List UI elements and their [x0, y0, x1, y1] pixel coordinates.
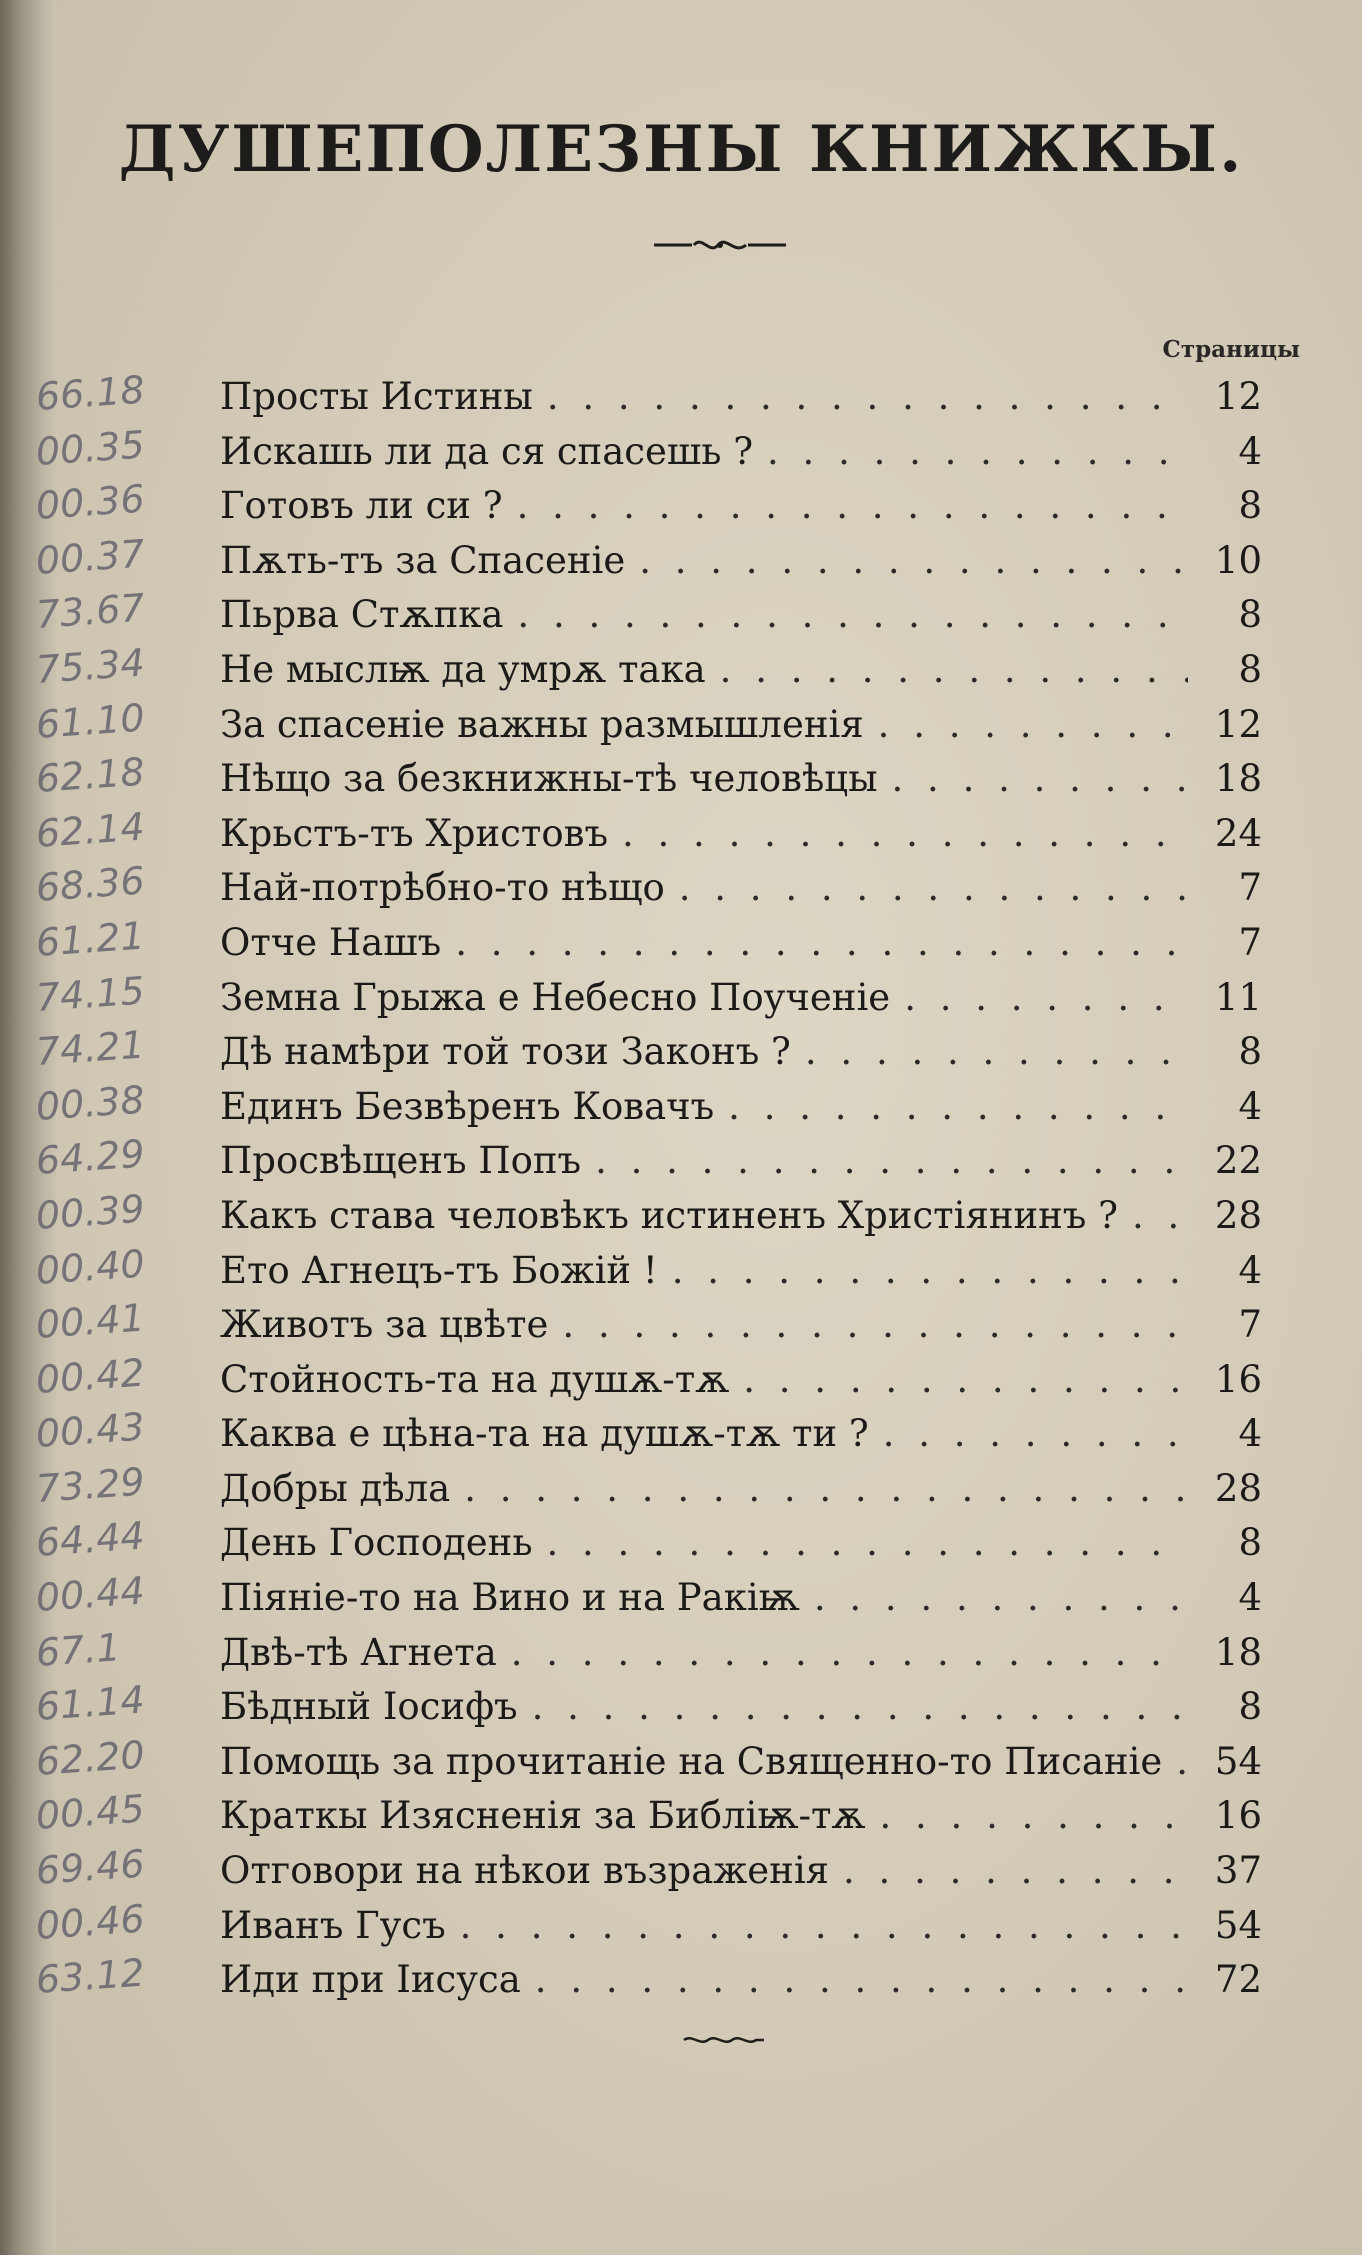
dot-leader: [883, 1407, 1188, 1462]
toc-entry-page-count: 10: [1214, 538, 1262, 582]
toc-entry: [220, 1462, 1262, 1517]
toc-entry-page-count: 72: [1214, 1958, 1262, 2002]
toc-entry: [220, 588, 1262, 643]
toc-entry-title: Ето Агнецъ-тъ Божій !: [220, 1248, 658, 1292]
dot-leader: [728, 1080, 1188, 1135]
toc-entry-title: Нѣщо за безкнижны-тѣ человѣцы: [220, 757, 878, 801]
handwritten-note: 64.44: [34, 1513, 147, 1566]
dot-leader: [460, 1899, 1188, 1954]
toc-entry-title: Отговори на нѣкои възраженія: [220, 1849, 830, 1893]
ornament-divider-bottom: [682, 2033, 766, 2047]
toc-entry-title: Просты Истины: [220, 375, 533, 418]
handwritten-note: 66.18: [34, 367, 147, 419]
pages-column-header: Страницы: [1162, 336, 1300, 363]
toc-entry-title: День Господень: [220, 1521, 533, 1565]
handwritten-note: 63.12: [34, 1950, 147, 2003]
toc-entry-title: Пѫть-тъ за Спасеніе: [220, 538, 626, 582]
toc-entry-page-count: 8: [1238, 647, 1262, 691]
toc-entry: [220, 1407, 1262, 1462]
toc-entry: [220, 1571, 1262, 1626]
handwritten-note: 00.40: [34, 1240, 147, 1293]
toc-entry-page-count: 8: [1238, 484, 1262, 528]
handwritten-note: 74.21: [34, 1022, 147, 1075]
toc-entry-title: Земна Грыжа е Небесно Поученіе: [220, 975, 891, 1019]
toc-entry: [220, 479, 1262, 534]
dot-leader: [517, 588, 1188, 643]
handwritten-note: 00.39: [34, 1186, 147, 1238]
dot-leader: [672, 1244, 1188, 1299]
toc-entry: [220, 1298, 1262, 1353]
toc-entry-title: Животъ за цвѣте: [220, 1303, 549, 1347]
handwritten-note: 00.45: [34, 1786, 147, 1839]
toc-entry-title: Двѣ-тѣ Агнета: [220, 1630, 497, 1674]
handwritten-note: 00.36: [34, 476, 147, 529]
toc-entry-page-count: 24: [1214, 811, 1262, 855]
dot-leader: [546, 1516, 1188, 1571]
dot-leader: [814, 1571, 1188, 1626]
dot-leader: [535, 1953, 1188, 2008]
toc-entry-page-count: 16: [1214, 1794, 1262, 1838]
toc-entry-title: Единъ Безвѣренъ Ковачъ: [220, 1084, 715, 1128]
toc-entry-title: Стойность-та на душѫ-тѫ: [220, 1357, 730, 1401]
dot-leader: [743, 1353, 1188, 1408]
handwritten-note: 62.14: [34, 804, 147, 856]
toc-entry-title: Крьстъ-тъ Христовъ: [220, 811, 608, 855]
toc-entry: [220, 1134, 1262, 1189]
toc-entry: [220, 1789, 1262, 1844]
toc-entry-page-count: 4: [1238, 1576, 1262, 1620]
toc-entry-page-count: 12: [1214, 702, 1262, 746]
handwritten-note: 62.18: [34, 749, 147, 802]
toc-entry-page-count: 4: [1238, 1084, 1262, 1128]
handwritten-note: 00.35: [34, 422, 147, 474]
toc-entry-title: Иди при Іисуса: [220, 1958, 521, 2002]
dot-leader: [1176, 1735, 1188, 1790]
toc-entry-page-count: 16: [1214, 1357, 1262, 1401]
toc-entry: [220, 1953, 1262, 2008]
toc-entry-page-count: 8: [1238, 1030, 1262, 1074]
toc-entry-page-count: 28: [1214, 1193, 1262, 1237]
handwritten-note: 61.21: [34, 913, 147, 965]
dot-leader: [843, 1844, 1188, 1899]
handwritten-note: 64.29: [34, 1131, 147, 1184]
toc-entry-page-count: 37: [1214, 1849, 1262, 1893]
handwritten-note: 00.44: [34, 1568, 147, 1621]
dot-leader: [1132, 1189, 1188, 1244]
handwritten-note: 00.41: [34, 1295, 147, 1348]
toc-entry-title: Пьрва Стѫпка: [220, 593, 504, 637]
toc-entry-page-count: 8: [1238, 593, 1262, 637]
toc-entry: [220, 698, 1262, 753]
toc-entry-page-count: 8: [1238, 1685, 1262, 1729]
dot-leader: [904, 971, 1188, 1026]
toc-entry-page-count: 54: [1214, 1903, 1262, 1947]
toc-entry-page-count: 7: [1238, 1303, 1262, 1347]
dot-leader: [532, 1680, 1188, 1735]
toc-entry: [220, 861, 1262, 916]
toc-entry-page-count: 7: [1238, 866, 1262, 910]
page-title: ДУШЕПОЛЕЗНЫ КНИЖКЫ.: [118, 112, 1244, 187]
handwritten-note: 68.36: [34, 858, 147, 911]
toc-entry-page-count: 18: [1214, 1630, 1262, 1674]
toc-entry: [220, 1080, 1262, 1135]
handwritten-note: 00.42: [34, 1350, 147, 1402]
toc-entry-title: Готовъ ли си ?: [220, 484, 503, 528]
toc-entry-page-count: 4: [1238, 1412, 1262, 1456]
toc-entry: [220, 916, 1262, 971]
toc-entry-title: Добры дѣла: [220, 1466, 451, 1510]
toc-entry: [220, 1516, 1262, 1571]
handwritten-note: 61.14: [34, 1677, 147, 1730]
toc-entry: [220, 971, 1262, 1026]
toc-entry-title: Искашь ли да ся спасешь ?: [220, 429, 754, 473]
toc-entry-title: Дѣ намѣри той този Законъ ?: [220, 1030, 791, 1074]
toc-entry-title: Какъ става человѣкъ истиненъ Христіянинъ ?: [220, 1193, 1118, 1237]
toc-entry: [220, 807, 1262, 862]
handwritten-note: 00.37: [34, 531, 147, 583]
dot-leader: [517, 479, 1188, 534]
toc-entry: [220, 370, 1262, 425]
toc-entry: [220, 1626, 1262, 1681]
toc-entry: [220, 1735, 1262, 1790]
toc-entry: [220, 534, 1262, 589]
dot-leader: [805, 1025, 1188, 1080]
dot-leader: [767, 425, 1188, 480]
ornament-divider-top: [652, 233, 788, 257]
dot-leader: [878, 698, 1188, 753]
toc-entry-page-count: 18: [1214, 757, 1262, 801]
handwritten-note: 73.29: [34, 1459, 147, 1511]
toc-entry: [220, 1844, 1262, 1899]
toc-entry-title: Каква е цѣна-та на душѫ-тѫ ти ?: [220, 1412, 869, 1456]
toc-entry: [220, 1680, 1262, 1735]
toc-entry-page-count: 8: [1238, 1521, 1262, 1565]
toc-entry: [220, 1244, 1262, 1299]
dot-leader: [880, 1789, 1189, 1844]
dot-leader: [892, 752, 1188, 807]
toc-entry-title: Помощь за прочитаніе на Священно-то Писаніе: [220, 1739, 1163, 1783]
toc-entry-title: Бѣдный Іосифъ: [220, 1685, 518, 1729]
toc-entry-title: Просвѣщенъ Попъ: [220, 1139, 582, 1183]
dot-leader: [547, 370, 1188, 425]
toc-entry-title: Краткы Изясненія за Библіѭ-тѫ: [220, 1794, 866, 1838]
handwritten-note: 00.46: [34, 1896, 147, 1948]
table-of-contents: [220, 370, 1262, 2008]
toc-entry-page-count: 28: [1214, 1466, 1262, 1510]
handwritten-note: 73.67: [34, 585, 147, 638]
handwritten-note: 61.10: [34, 695, 147, 747]
dot-leader: [639, 534, 1188, 589]
toc-entry: [220, 752, 1262, 807]
toc-entry-page-count: 54: [1214, 1739, 1262, 1783]
handwritten-margin-notes: [34, 367, 236, 2008]
toc-entry-title: Иванъ Гусъ: [220, 1903, 446, 1947]
dot-leader: [622, 807, 1188, 862]
handwritten-note: 69.46: [34, 1841, 147, 1893]
dot-leader: [679, 861, 1188, 916]
dot-leader: [562, 1298, 1188, 1353]
dot-leader: [595, 1134, 1188, 1189]
dot-leader: [511, 1626, 1188, 1681]
toc-entry: [220, 643, 1262, 698]
toc-entry-page-count: 22: [1214, 1139, 1262, 1183]
handwritten-note: 00.38: [34, 1077, 147, 1129]
dot-leader: [455, 916, 1188, 971]
toc-entry-page-count: 7: [1238, 920, 1262, 964]
toc-entry-page-count: 4: [1238, 1248, 1262, 1292]
handwritten-note: 62.20: [34, 1732, 147, 1784]
handwritten-note: 00.43: [34, 1404, 147, 1457]
handwritten-note: 67.1: [34, 1624, 122, 1675]
toc-entry-title: Не мыслѭ да умрѫ така: [220, 647, 706, 691]
toc-entry: [220, 1189, 1262, 1244]
toc-entry-title: Піяніе-то на Вино и на Ракіѭ: [220, 1576, 800, 1620]
toc-entry-page-count: 12: [1214, 375, 1262, 418]
dot-leader: [720, 643, 1188, 698]
toc-entry-page-count: 11: [1214, 975, 1262, 1019]
toc-entry: [220, 1025, 1262, 1080]
toc-entry-title: Най-потрѣбно-то нѣщо: [220, 866, 665, 910]
handwritten-note: 75.34: [34, 640, 147, 692]
toc-entry: [220, 425, 1262, 480]
toc-entry-title: Отче Нашъ: [220, 920, 442, 964]
toc-entry: [220, 1899, 1262, 1954]
toc-entry: [220, 1353, 1262, 1408]
handwritten-note: 74.15: [34, 967, 147, 1020]
dot-leader: [464, 1462, 1188, 1517]
toc-entry-title: За спасеніе важны размышленія: [220, 702, 864, 746]
toc-entry-page-count: 4: [1238, 429, 1262, 473]
